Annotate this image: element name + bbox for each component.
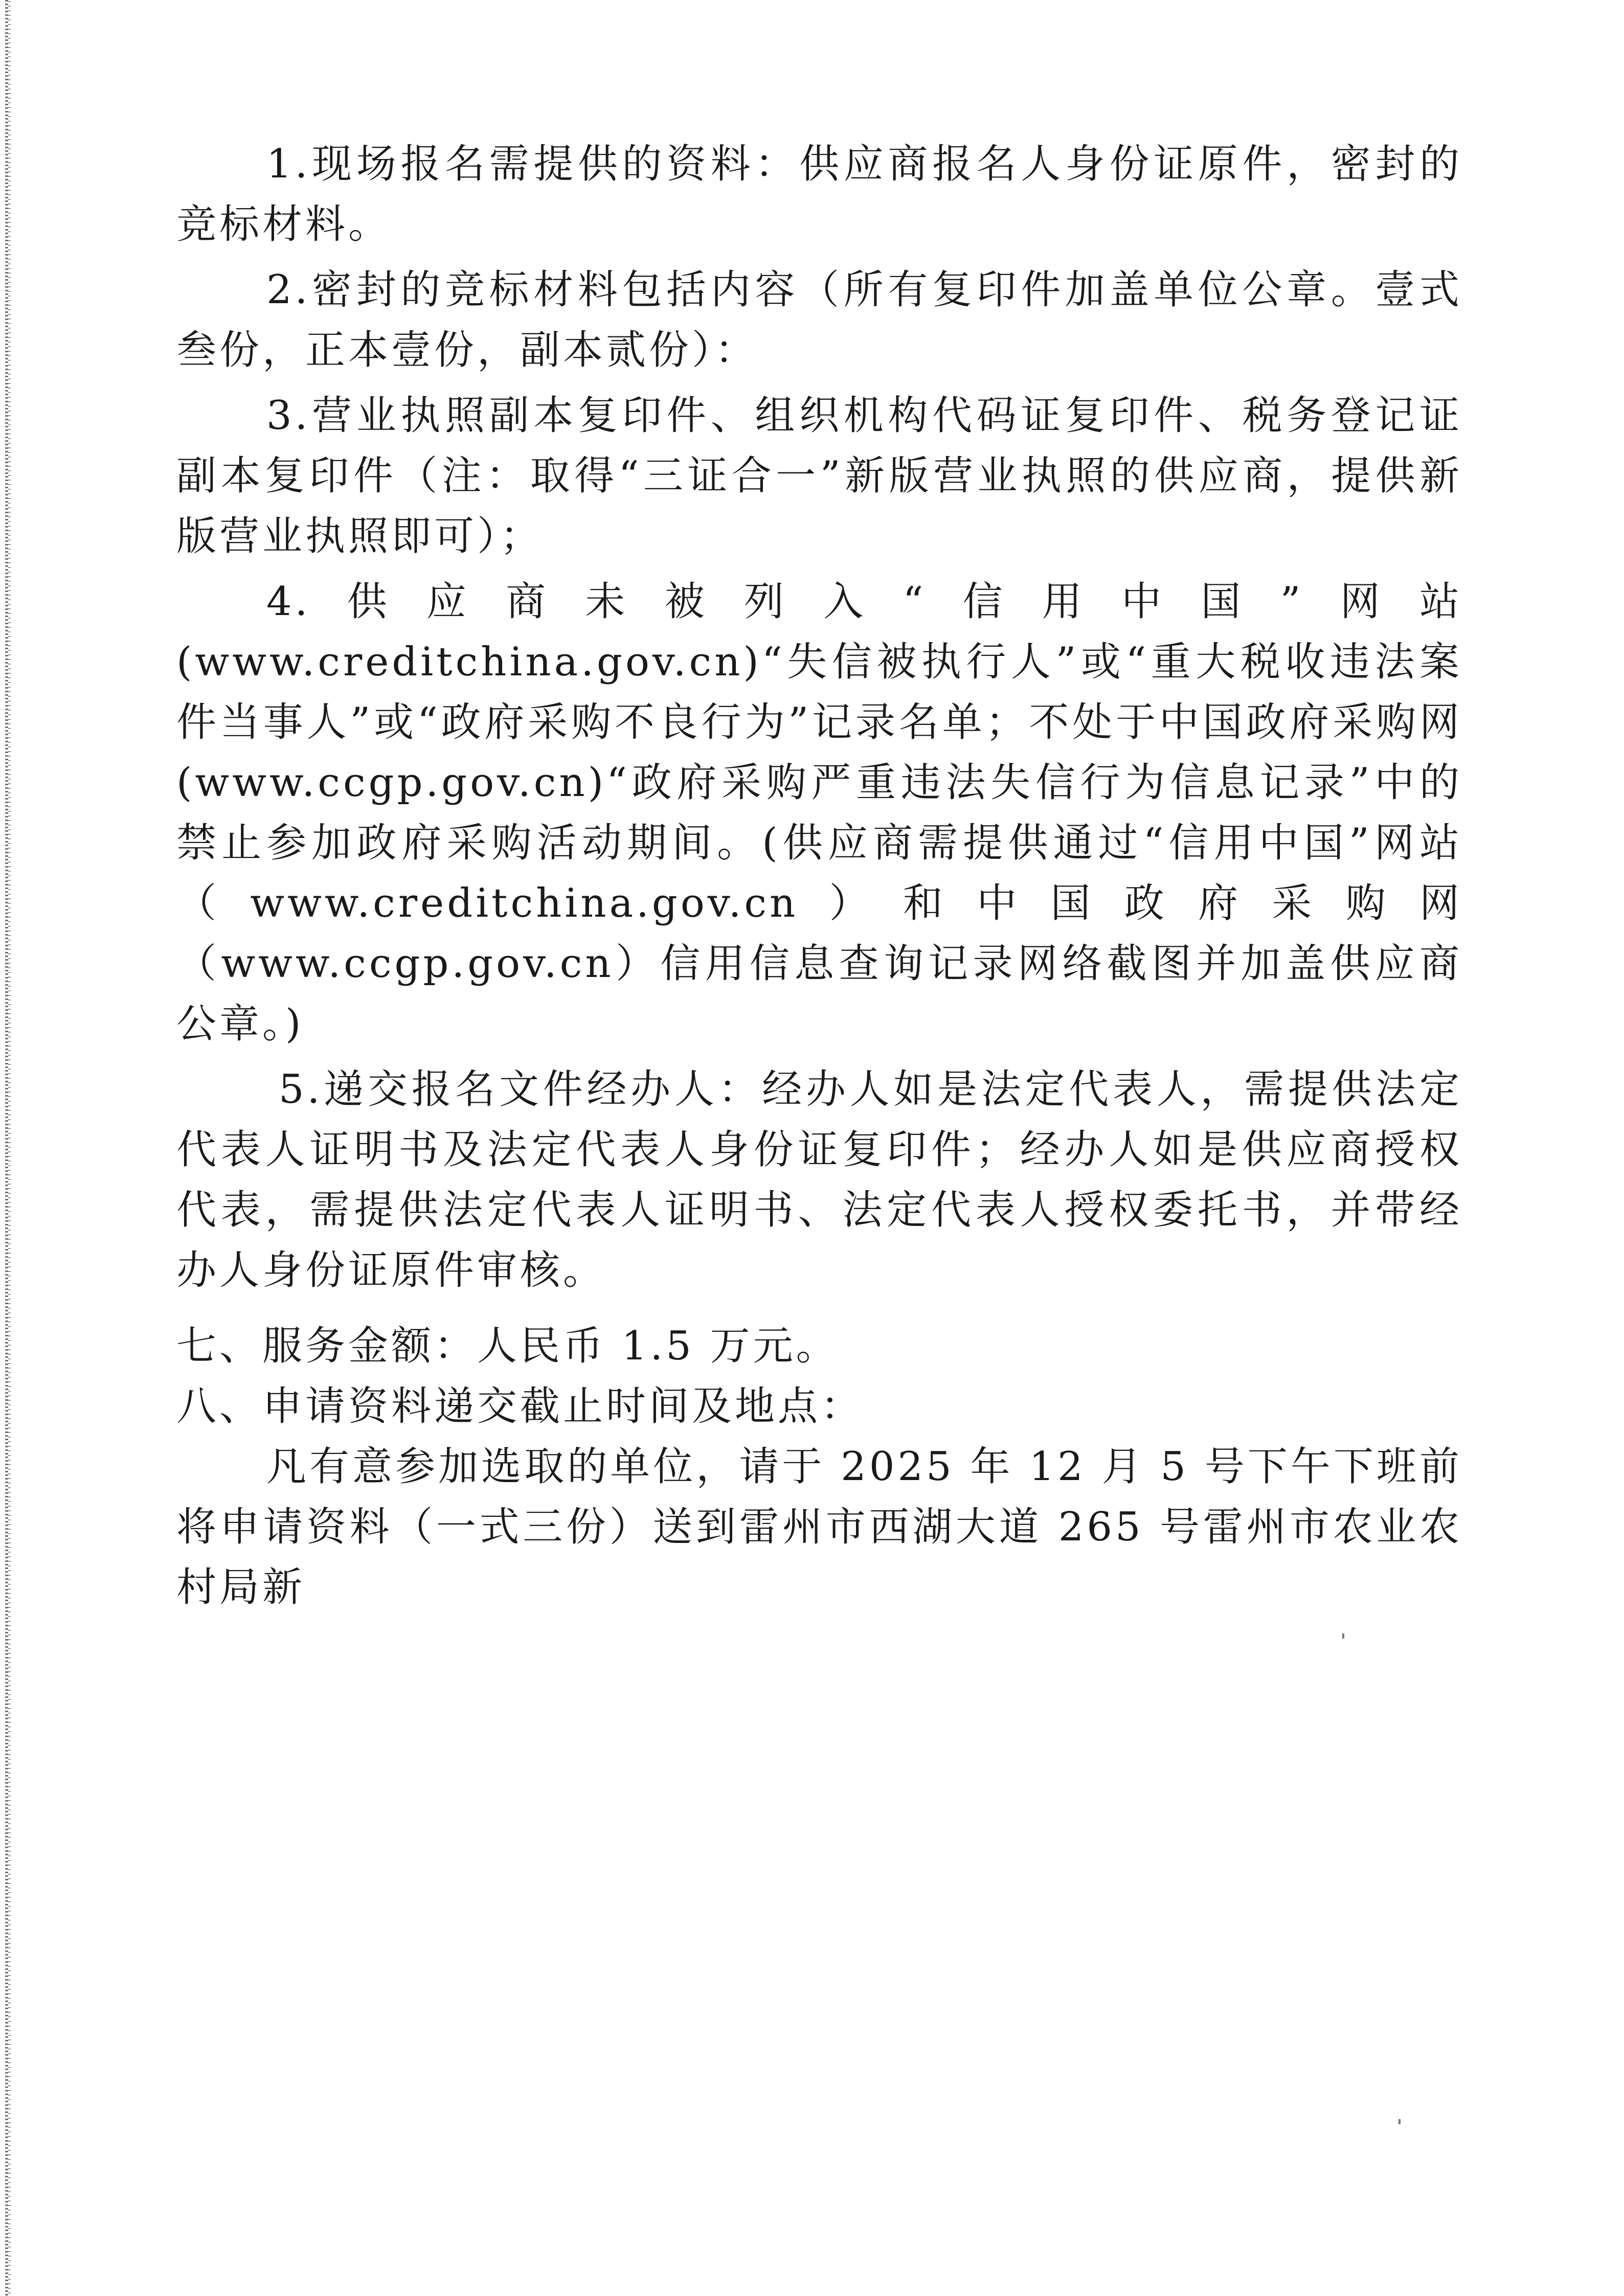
scan-speck xyxy=(1342,1633,1344,1639)
scan-speck xyxy=(1399,2119,1401,2124)
requirement-item-4-body: (www.creditchina.gov.cn)“失信被执行人”或“重大税收违法案件当事人”或“政府采购不良行为”记录名单；不处于中国政府采购网(www.ccgp.gov.cn)“政府采购严重违法失信行为信息记录”中的禁止参加政府采购活动期间。(供应商需提供通过“信用中国”网站（www.creditchina.gov.cn）和中国政府采购网（www.ccgp.gov.cn）信用信息查询记录网络截图并加盖供应商公章。) xyxy=(176,639,1462,1047)
requirement-item-5: 5.递交报名文件经办人：经办人如是法定代表人，需提供法定代表人证明书及法定代表人身份证复印件；经办人如是供应商授权代表，需提供法定代表人证明书、法定代表人授权委托书，并带经办人身份证原件审核。 xyxy=(176,1066,1462,1293)
requirement-item-4-line1: 4.供应商未被列入“信用中国”网站 xyxy=(266,579,1462,625)
section-8-body: 凡有意参加选取的单位，请于 2025 年 12 月 5 号下午下班前将申请资料（一式三份）送到雷州市西湖大道 265 号雷州市农业农村局新 xyxy=(176,1444,1462,1610)
requirement-item-2: 2.密封的竞标材料包括内容（所有复印件加盖单位公章。壹式叁份，正本壹份，副本贰份）： xyxy=(176,267,1462,373)
section-7-service-amount: 七、服务金额：人民币 1.5 万元。 xyxy=(176,1323,839,1369)
document-page xyxy=(176,134,1462,1618)
requirement-item-3: 3.营业执照副本复印件、组织机构代码证复印件、税务登记证副本复印件（注：取得“三证合一”新版营业执照的供应商，提供新版营业执照即可）； xyxy=(176,393,1462,559)
requirement-item-1: 1.现场报名需提供的资料：供应商报名人身份证原件，密封的竞标材料。 xyxy=(176,141,1462,247)
scan-binding-edge xyxy=(4,0,11,2296)
section-8-submission-deadline: 八、申请资料递交截止时间及地点： xyxy=(176,1383,864,1429)
